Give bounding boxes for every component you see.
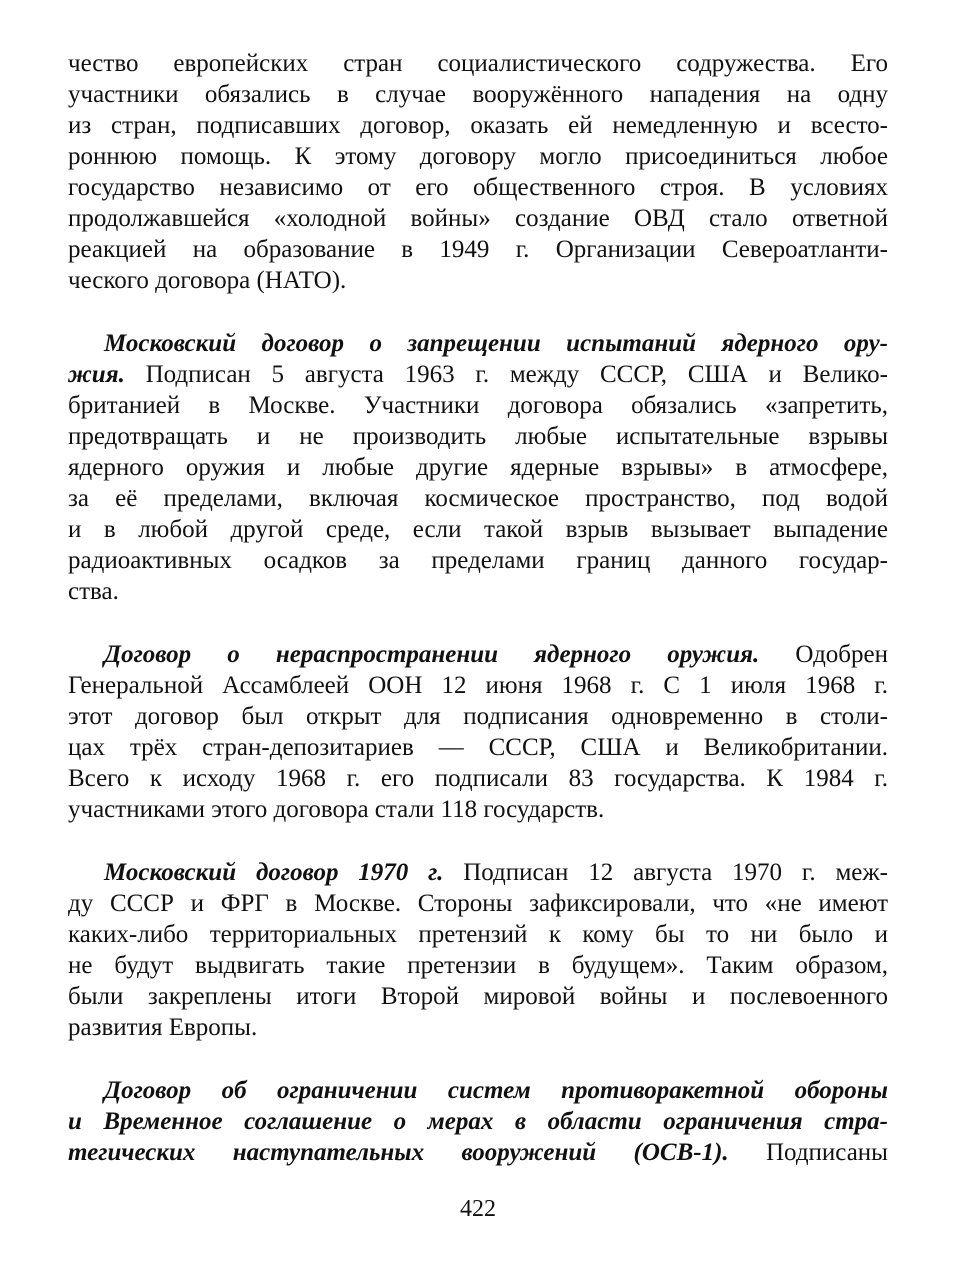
text-run: цах трёх стран-депозитариев — СССР, США и Великобритании. <box>68 734 888 761</box>
text-line <box>68 576 888 607</box>
text-line <box>68 919 888 950</box>
treaty-heading: Московский договор 1970 г. <box>104 859 444 886</box>
paragraph-non-proliferation-treaty <box>68 639 888 825</box>
text-line <box>68 203 888 234</box>
text-line <box>68 48 888 79</box>
text-run: и в любой другой среде, если такой взрыв вызывает выпадение <box>68 516 888 543</box>
text-run: предотвращать и не производить любые испытательные взрывы <box>68 423 888 450</box>
text-run: участниками этого договора стали 118 государств. <box>68 796 605 823</box>
paragraph-gap <box>68 1043 888 1075</box>
text-run: ядерного оружия и любые другие ядерные взрывы» в атмосфере, <box>68 454 888 481</box>
text-line <box>68 732 888 763</box>
text-line <box>68 888 888 919</box>
text-line <box>68 390 888 421</box>
treaty-heading: и Временное соглашение о мерах в области ограничения стра- <box>68 1108 888 1135</box>
text-run: Подписан 12 августа 1970 г. меж- <box>443 859 888 886</box>
paragraph-gap <box>68 825 888 857</box>
text-run: участники обязались в случае вооружённого нападения на одну <box>68 81 888 108</box>
treaty-heading: Договор об ограничении систем противоракетной обороны <box>104 1077 888 1104</box>
text-run: радиоактивных осадков за пределами границ данного государ- <box>68 547 888 574</box>
text-line <box>68 763 888 794</box>
text-run: государство независимо от его общественного строя. В условиях <box>68 174 888 201</box>
treaty-heading: тегических наступательных вооружений (ОСВ-1). <box>68 1139 729 1166</box>
text-run: роннюю помощь. К этому договору могло присоединиться любое <box>68 143 888 170</box>
text-run: ду СССР и ФРГ в Москве. Стороны зафиксировали, что «не имеют <box>68 890 888 917</box>
text-run: Подписаны <box>728 1139 888 1166</box>
text-line <box>68 1075 888 1106</box>
text-run: были закреплены итоги Второй мировой войны и послевоенного <box>68 983 888 1010</box>
text-line <box>68 545 888 576</box>
text-line <box>68 670 888 701</box>
text-run: чество европейских стран социалистического содружества. Его <box>68 50 888 77</box>
text-line <box>68 452 888 483</box>
text-run: Всего к исходу 1968 г. его подписали 83 государства. К 1984 г. <box>68 765 888 792</box>
text-line <box>68 981 888 1012</box>
treaty-heading: Московский договор о запрещении испытаний ядерного ору- <box>104 330 888 357</box>
text-line <box>68 514 888 545</box>
text-line <box>68 421 888 452</box>
text-line <box>68 794 888 825</box>
text-line <box>68 141 888 172</box>
text-run: из стран, подписавших договор, оказать ей немедленную и всесто- <box>68 112 888 139</box>
text-line <box>68 1012 888 1043</box>
paragraph-gap <box>68 607 888 639</box>
text-line <box>68 639 888 670</box>
paragraph-warsaw-pact <box>68 48 888 296</box>
text-line <box>68 359 888 390</box>
text-run: ства. <box>68 578 119 605</box>
document-body <box>68 48 888 1168</box>
text-line <box>68 234 888 265</box>
text-line <box>68 172 888 203</box>
paragraph-gap <box>68 296 888 328</box>
text-line <box>68 110 888 141</box>
text-run: Одобрен <box>759 641 889 668</box>
text-run: Подписан 5 августа 1963 г. между СССР, США и Велико- <box>124 361 888 388</box>
text-run: реакцией на образование в 1949 г. Организации Североатланти- <box>68 236 888 263</box>
treaty-heading: Договор о нераспространении ядерного оружия. <box>104 641 760 668</box>
text-line <box>68 79 888 110</box>
text-line <box>68 857 888 888</box>
text-run: продолжавшейся «холодной войны» создание ОВД стало ответной <box>68 205 888 232</box>
text-run: этот договор был открыт для подписания одновременно в столи- <box>68 703 888 730</box>
paragraph-abm-salt-treaty <box>68 1075 888 1168</box>
text-run: британией в Москве. Участники договора обязались «запретить, <box>68 392 888 419</box>
text-run: ческого договора (НАТО). <box>68 267 347 294</box>
text-line <box>68 1106 888 1137</box>
text-line <box>68 265 888 296</box>
text-run: каких-либо территориальных претензий к кому бы то ни было и <box>68 921 888 948</box>
text-run: за её пределами, включая космическое пространство, под водой <box>68 485 888 512</box>
text-line <box>68 483 888 514</box>
treaty-heading: жия. <box>68 361 125 388</box>
text-run: не будут выдвигать такие претензии в будущем». Таким образом, <box>68 952 888 979</box>
text-line <box>68 328 888 359</box>
paragraph-moscow-treaty-1970 <box>68 857 888 1043</box>
text-line <box>68 950 888 981</box>
text-line <box>68 1137 888 1168</box>
text-run: Генеральной Ассамблеей ООН 12 июня 1968 г. С 1 июля 1968 г. <box>68 672 888 699</box>
text-line <box>68 701 888 732</box>
text-run: развития Европы. <box>68 1014 258 1041</box>
paragraph-test-ban-treaty <box>68 328 888 607</box>
page-number: 422 <box>460 1196 496 1222</box>
